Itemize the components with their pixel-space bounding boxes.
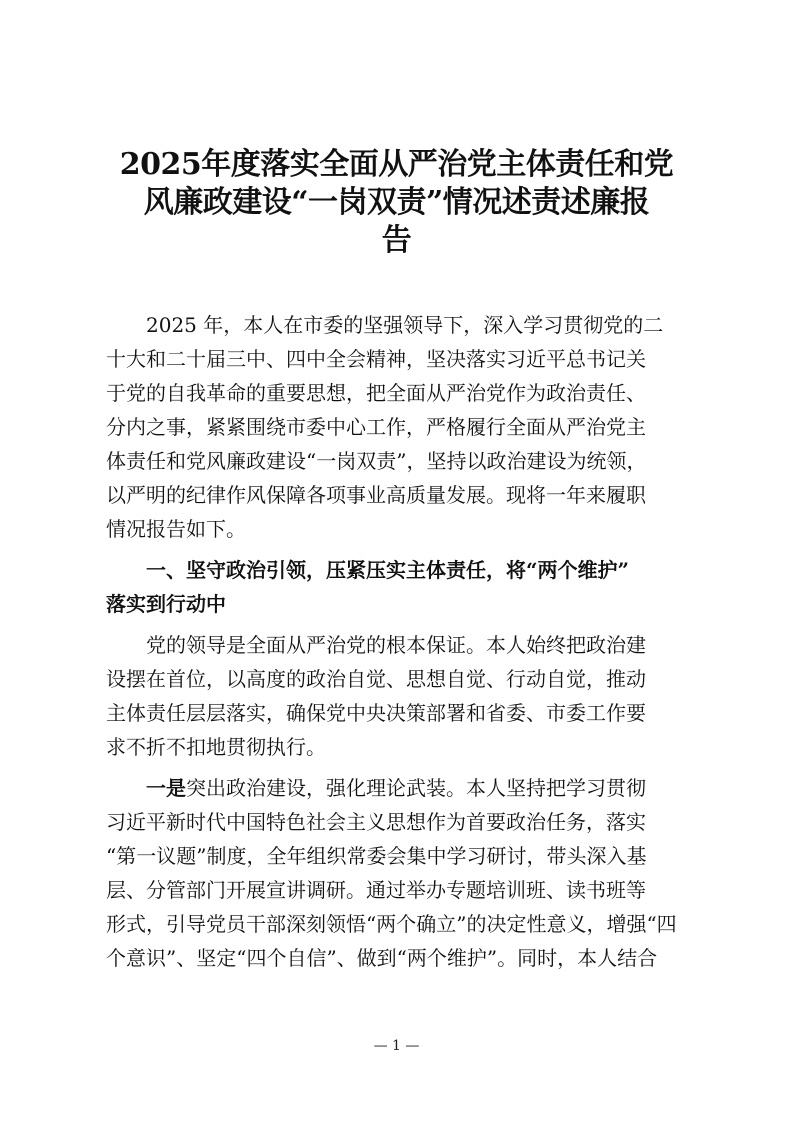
text-line: “第一议题”制度，全年组织常委会集中学习研讨，带头深入基 <box>106 844 647 868</box>
text-line: 主体责任层层落实，确保党中央决策部署和省委、市委工作要 <box>106 701 646 725</box>
page-number: — 1 — <box>373 1038 420 1054</box>
intro-paragraph <box>106 308 688 546</box>
text-line: 体责任和党风廉政建设“一岗双责”，坚持以政治建设为统领， <box>106 449 647 473</box>
title-line: 2025年度落实全面从严治党主体责任和党 <box>119 147 674 182</box>
title-line: 告 <box>381 223 412 258</box>
document-body <box>106 308 688 982</box>
heading-line: 一、坚守政治引领，压紧压实主体责任，将“两个维护” <box>146 558 630 582</box>
text-line: 形式，引导党员干部深刻领悟“两个确立”的决定性意义，增强“四 <box>106 912 677 936</box>
point-lead: 一是 <box>146 776 186 800</box>
text-line: 个意识”、坚定“四个自信”、做到“两个维护”。同时，本人结合 <box>106 946 658 970</box>
section-heading <box>106 553 688 621</box>
heading-line: 落实到行动中 <box>106 592 226 616</box>
text-line: 十大和二十届三中、四中全会精神，坚决落实习近平总书记关 <box>106 347 646 371</box>
text-line: 层、分管部门开展宣讲调研。通过举办专题培训班、读书班等 <box>106 878 646 902</box>
text-line: 分内之事，紧紧围绕市委中心工作，严格履行全面从严治党主 <box>106 415 646 439</box>
text-line: 情况报告如下。 <box>106 517 246 541</box>
text-line: 以严明的纪律作风保障各项事业高质量发展。现将一年来履职 <box>106 483 646 507</box>
title-line: 风廉政建设“一岗双责”情况述责述廉报 <box>143 185 650 220</box>
text-line: 求不折不扣地贯彻执行。 <box>106 735 326 759</box>
text-line: 于党的自我革命的重要思想，把全面从严治党作为政治责任、 <box>106 381 646 405</box>
text-line: 2025 年，本人在市委的坚强领导下，深入学习贯彻党的二 <box>146 313 664 337</box>
text-line: 习近平新时代中国特色社会主义思想作为首要政治任务，落实 <box>106 810 646 834</box>
text-line: 设摆在首位，以高度的政治自觉、思想自觉、行动自觉，推动 <box>106 667 646 691</box>
point-lead-rest: 突出政治建设，强化理论武装。本人坚持把学习贯彻 <box>186 776 646 800</box>
section-paragraph <box>106 628 688 764</box>
document-title <box>100 146 693 260</box>
text-line <box>106 771 688 805</box>
point-paragraph <box>106 771 688 975</box>
text-line: 党的领导是全面从严治党的根本保证。本人始终把政治建 <box>146 633 646 657</box>
